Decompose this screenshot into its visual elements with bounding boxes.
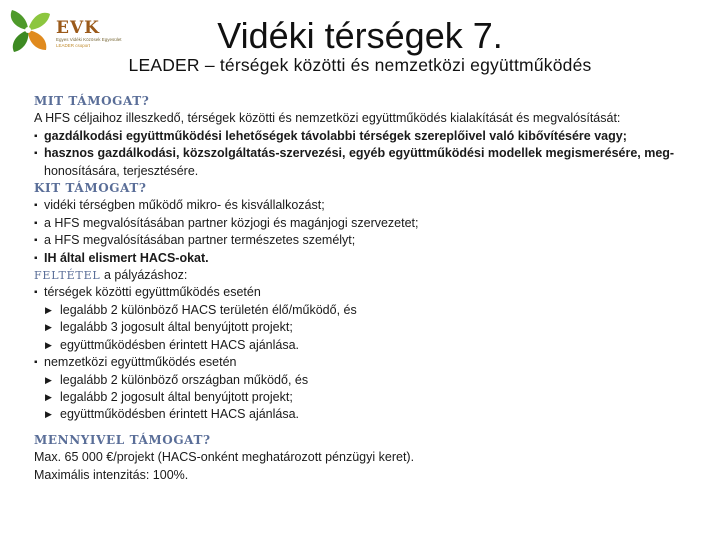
arrow-bullet-icon: ▶ [45,304,52,315]
sub-list-item: ▶ legalább 2 különböző országban működő, és [34,372,704,389]
slide-content [34,93,704,484]
list-item: ▪ a HFS megvalósításában partner természetes személyt; [34,232,704,249]
list-item: ▪ hasznos gazdálkodási, közszolgáltatás-szervezési, egyéb együttműködési modellek megismerésére, meg- [34,145,704,162]
list-item: ▪ gazdálkodási együttműködési lehetőségek távolabbi térségek szereplőivel való kibővítésére vagy; [34,128,704,145]
list-item: ▪ a HFS megvalósításában partner közjogi és magánjogi szervezetet; [34,215,704,232]
feltetel-rest: a pályázáshoz: [100,268,188,283]
feltetel-caps: FELTÉTEL [34,269,101,283]
list-item: ▪ IH által elismert HACS-okat. [34,250,704,267]
sub-list-item: ▶ együttműködésben érintett HACS ajánlása. [34,406,704,423]
spacer [34,424,704,432]
mennyi-line1: Max. 65 000 €/projekt (HACS-onként meghatározott pénzügyi keret). [34,450,415,465]
slide-title: Vidéki térségek 7. [217,15,503,56]
arrow-bullet-icon: ▶ [45,322,52,333]
logo-line2: LEADER csoport [56,42,91,48]
group-label: ▪ nemzetközi együttműködés esetén [34,354,704,371]
mit-intro: A HFS céljaihoz illeszkedő, térségek közötti és nemzetközi együttműködés kialakítását és megvalósítását: [34,111,621,126]
section-header-mit: MIT TÁMOGAT? [34,94,150,108]
logo-line1: Egyes Vidéki Közösek Egyesület [56,37,122,42]
section-header-kit: KIT TÁMOGAT? [34,181,147,196]
arrow-bullet-icon: ▶ [45,339,52,350]
sub-list-item: ▶ legalább 3 jogosult által benyújtott projekt; [34,319,704,336]
arrow-bullet-icon: ▶ [45,409,52,420]
list-item-continuation: honosítására, terjesztésére. [44,163,199,178]
group-label: ▪ térségek közötti együttműködés esetén [34,284,704,301]
section-header-mennyi: MENNYIVEL TÁMOGAT? [34,432,211,447]
arrow-bullet-icon: ▶ [45,391,52,402]
mennyi-line2: Maximális intenzitás: 100%. [34,467,189,482]
slide-subtitle: LEADER – térségek közötti és nemzetközi együttműködés [128,55,592,75]
logo-name: EVK [56,18,100,38]
arrow-bullet-icon: ▶ [45,374,52,385]
sub-list-item: ▶ együttműködésben érintett HACS ajánlása. [34,337,704,354]
list-item: ▪ vidéki térségben működő mikro- és kisvállalkozást; [34,197,704,214]
sub-list-item: ▶ legalább 2 különböző HACS területén élő/működő, és [34,302,704,319]
section-header-feltetel [34,267,704,284]
sub-list-item: ▶ legalább 2 jogosult által benyújtott projekt; [34,389,704,406]
